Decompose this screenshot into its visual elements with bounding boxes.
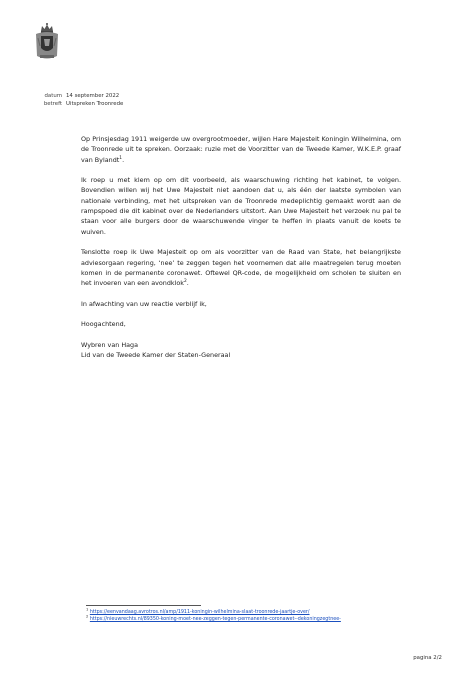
date-row <box>40 92 123 100</box>
signature-block <box>81 319 401 360</box>
footnote-ref-2[interactable]: 2 <box>184 279 187 285</box>
letter-body <box>81 134 401 361</box>
letter-meta <box>40 92 123 108</box>
footnote-2-link[interactable]: https://nieuwrechts.nl/89350-koning-moet-nee-zeggen-tegen-permanente-coronawet--dekoningzegtnee- <box>89 617 341 622</box>
footnote-2-number: 2 <box>86 614 89 619</box>
paragraph-1-end: . <box>122 155 125 164</box>
footnote-1-number: 1 <box>86 607 89 612</box>
paragraph-3-text: Tenslotte roep ik Uwe Majesteit op om als voorzitter van de Raad van State, het belangrijkste adviesorgaan regering, ‘nee’ te zeggen tegen het voornemen dat alle maatregelen terug moeten komen in de permanente coronawet. Oftewel QR-code, de mogelijkheid om scholen te sluiten en het invoeren van een avondklok <box>81 248 401 288</box>
footnote-divider <box>86 605 201 606</box>
paragraph-1-text: Op Prinsjesdag 1911 weigerde uw overgrootmoeder, wijlen Hare Majesteit Koningin Wilhelmina, om de Troonrede uit te spreken. Oorzaak: ruzie met de Voorzitter van de Tweede Kamer, W.K.E.P. graaf van Bylandt <box>81 135 401 164</box>
signature-title: Lid van de Tweede Kamer der Staten-Generaal <box>81 351 231 360</box>
paragraph-3 <box>81 247 401 288</box>
paragraph-2: Ik roep u met klem op om dit voorbeeld, als waarschuwing richting het kabinet, te volgen. Bovendien willen wij het Uwe Majesteit niet aandoen dat u, als één der laatste symbolen van nationale verbinding, met het uitspreken van de Troonrede medeplichtig gemaakt wordt aan de rampspoed die dit kabinet over de Nederlanders uitstort. Aan Uwe Majesteit het verzoek nu pal te staan voor alle burgers door de waarschuwende vinger te heffen in plaats vanuit de koets te wuiven. <box>81 176 401 236</box>
paragraph-4: In afwachting van uw reactie verblijf ik, <box>81 299 207 308</box>
footnote-1 <box>86 607 386 619</box>
page-number: pagina 2/2 <box>413 655 442 661</box>
footnote-2 <box>86 616 386 623</box>
footnote-1-link[interactable]: https://eenvandaag.avrotros.nl/amp/1911-koningin-wilhelmina-slaat-troonrede-jaartje-over/ <box>89 610 310 615</box>
signature-name: Wybren van Haga <box>81 340 139 349</box>
footnotes <box>86 609 386 623</box>
royal-coat-of-arms-icon <box>34 22 60 62</box>
paragraph-1 <box>81 134 401 165</box>
subject-value: Uitspreken Troonrede <box>66 101 124 107</box>
footnote-ref-1[interactable]: 1 <box>119 155 123 161</box>
closing: Hoogachtend, <box>81 320 126 329</box>
date-label: datum <box>44 93 62 99</box>
paragraph-3-end: . <box>186 279 189 288</box>
subject-label: betreft <box>43 101 62 107</box>
subject-row <box>40 100 123 108</box>
date-value: 14 september 2022 <box>66 93 120 99</box>
